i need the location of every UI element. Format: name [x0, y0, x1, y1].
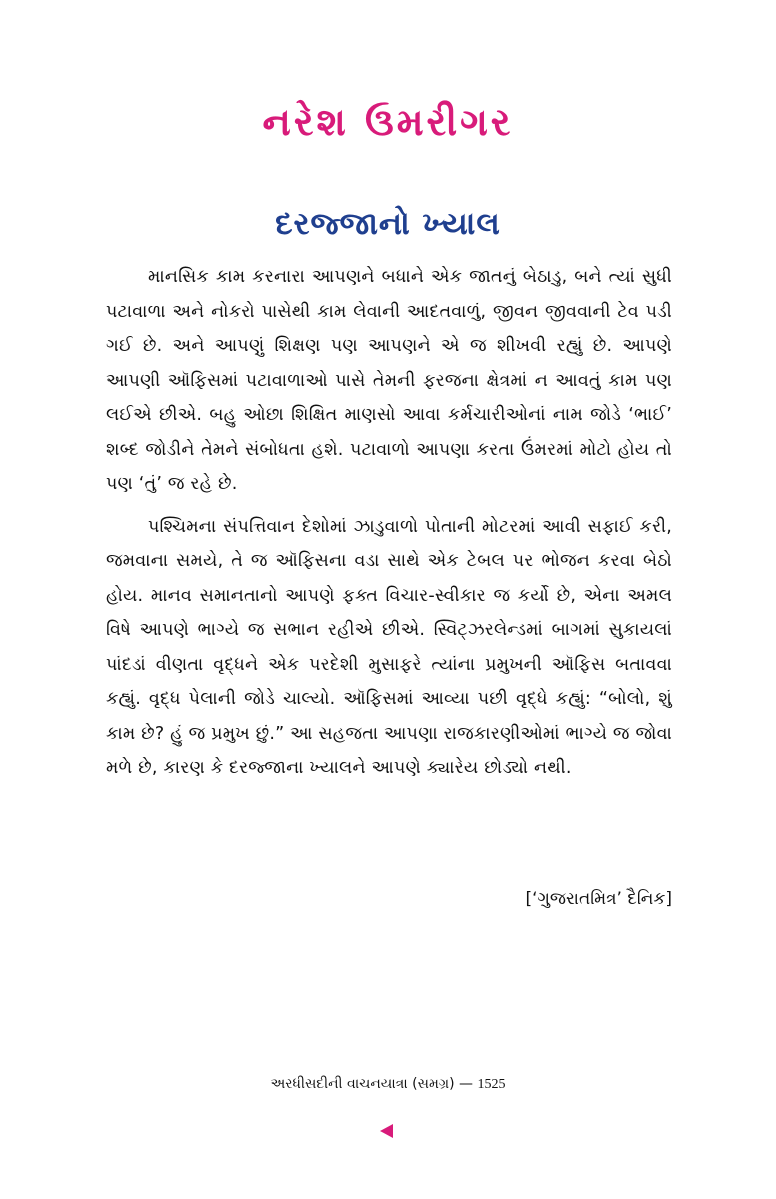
article-body — [106, 260, 672, 794]
source-citation: [‘ગુજરાતમિત્ર’ દૈનિક] — [525, 889, 672, 909]
paragraph-2: પશ્ચિમના સંપત્તિવાન દેશોમાં ઝાડુવાળો પોતાની મોટરમાં આવી સફાઈ કરી, જમવાના સમયે, તે જ ઑફિસના વડા સાથે એક ટેબલ પર ભોજન કરવા બેઠો હોય. માનવ સમાનતાનો આપણે ફક્ત વિચાર-સ્વીકાર જ કર્યો છે, એના અમલ વિષે આપણે ભાગ્યે જ સભાન રહીએ છીએ. સ્વિટ્ઝરલેન્ડમાં બાગમાં સુકાયલાં પાંદડાં વીણતા વૃદ્ધને એક પરદેશી મુસાફરે ત્યાંના પ્રમુખની ઑફિસ બતાવવા કહ્યું. વૃદ્ધ પેલાની જોડે ચાલ્યો. ઑફિસમાં આવ્યા પછી વૃદ્ધે કહ્યું: “બોલો, શું કામ છે? હું જ પ્રમુખ છું.” આ સહજતા આપણા રાજકારણીઓમાં ભાગ્યે જ જોવા મળે છે, કારણ કે દરજ્જાના ખ્યાલને આપણે ક્યારેય છોડ્યો નથી. — [106, 516, 672, 778]
article-title: દરજ્જાનો ખ્યાલ — [275, 206, 501, 242]
author-name: નરેશ ઉમરીગર — [262, 100, 514, 144]
footer-separator: — — [459, 1076, 473, 1092]
previous-page-arrow-icon[interactable] — [380, 1124, 393, 1138]
page-footer — [0, 1076, 776, 1093]
footer-book-title: અરધીસદીની વાચનયાત્રા (સમગ્ર) — [270, 1076, 455, 1092]
paragraph-1: માનસિક કામ કરનારા આપણને બધાને એક જાતનું બેઠાડુ, બને ત્યાં સુધી પટાવાળા અને નોકરો પાસેથી કામ લેવાની આદતવાળું, જીવન જીવવાની ટેવ પડી ગઈ છે. અને આપણું શિક્ષણ પણ આપણને એ જ શીખવી રહ્યું છે. આપણે આપણી ઑફિસમાં પટાવાળાઓ પાસે તેમની ફરજના ક્ષેત્રમાં ન આવતું કામ પણ લઈએ છીએ. બહુ ઓછા શિક્ષિત માણસો આવા કર્મચારીઓનાં નામ જોડે ‘ભાઈ’ શબ્દ જોડીને તેમને સંબોધતા હશે. પટાવાળો આપણા કરતા ઉંમરમાં મોટો હોય તો પણ ‘તું’ જ રહે છે. — [106, 267, 672, 494]
page-number: 1525 — [477, 1077, 506, 1092]
